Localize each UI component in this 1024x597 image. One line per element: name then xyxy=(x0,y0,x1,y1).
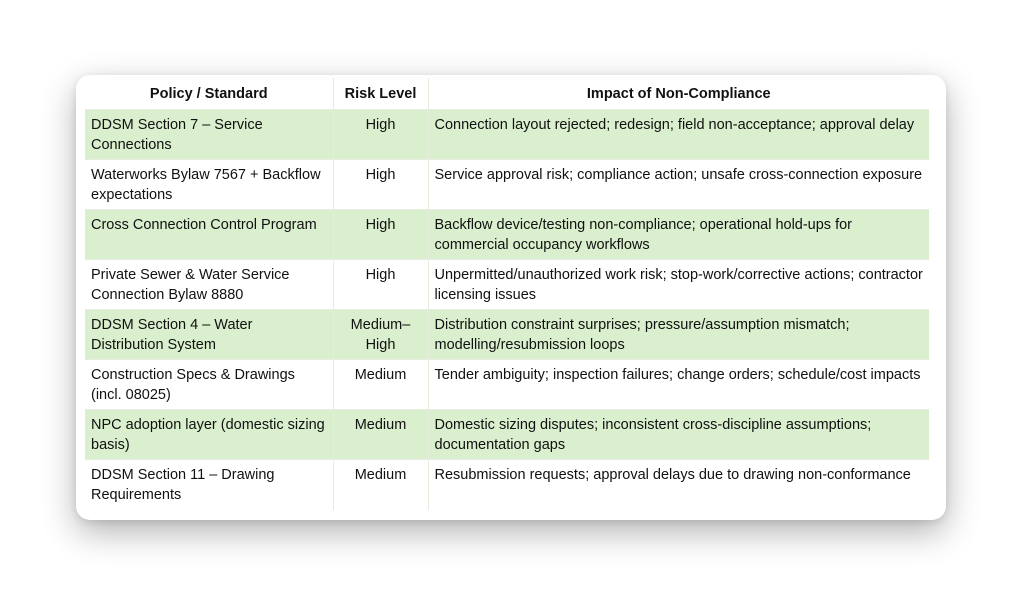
table-row xyxy=(85,410,929,460)
risk-level-cell: High xyxy=(333,160,428,210)
table-row xyxy=(85,160,929,210)
table-card xyxy=(76,75,946,520)
policy-risk-table xyxy=(85,78,929,510)
table-row xyxy=(85,360,929,410)
policy-cell: DDSM Section 11 – Drawing Requirements xyxy=(91,467,275,503)
policy-cell: Private Sewer & Water Service Connection Bylaw 8880 xyxy=(91,267,290,303)
risk-level-cell: High xyxy=(333,110,428,160)
impact-cell: Connection layout rejected; redesign; field non-acceptance; approval delay xyxy=(428,110,929,160)
risk-level-cell: Medium xyxy=(333,460,428,510)
header-risk-level: Risk Level xyxy=(333,78,428,110)
policy-cell: Cross Connection Control Program xyxy=(85,210,333,260)
policy-cell: Construction Specs & Drawings (incl. 08025) xyxy=(91,367,295,403)
table-row xyxy=(85,310,929,360)
table-row xyxy=(85,460,929,510)
header-impact: Impact of Non-Compliance xyxy=(428,78,929,110)
impact-cell: Unpermitted/unauthorized work risk; stop-work/corrective actions; contractor licensing issues xyxy=(428,260,929,310)
risk-level-cell: High xyxy=(333,210,428,260)
risk-level-cell: Medium xyxy=(333,360,428,410)
impact-cell: Distribution constraint surprises; pressure/assumption mismatch; modelling/resubmission loops xyxy=(428,310,929,360)
impact-cell: Service approval risk; compliance action; unsafe cross-connection exposure xyxy=(428,160,929,210)
policy-cell: DDSM Section 7 – Service Connections xyxy=(85,110,333,160)
impact-cell: Domestic sizing disputes; inconsistent cross-discipline assumptions; documentation gaps xyxy=(428,410,929,460)
policy-cell: NPC adoption layer (domestic sizing basis) xyxy=(85,410,333,460)
table-row xyxy=(85,110,929,160)
table-row xyxy=(85,210,929,260)
impact-cell: Resubmission requests; approval delays due to drawing non-conformance xyxy=(428,460,929,510)
header-policy: Policy / Standard xyxy=(85,78,333,110)
policy-cell: Waterworks Bylaw 7567 + Backflow expectations xyxy=(91,167,321,203)
policy-cell: DDSM Section 4 – Water Distribution System xyxy=(85,310,333,360)
impact-cell: Tender ambiguity; inspection failures; change orders; schedule/cost impacts xyxy=(428,360,929,410)
risk-level-cell: Medium xyxy=(333,410,428,460)
impact-cell: Backflow device/testing non-compliance; operational hold-ups for commercial occupancy workflows xyxy=(428,210,929,260)
table-row xyxy=(85,260,929,310)
header-row xyxy=(85,78,929,110)
risk-level-cell: High xyxy=(333,260,428,310)
risk-level-cell: Medium–High xyxy=(333,310,428,360)
